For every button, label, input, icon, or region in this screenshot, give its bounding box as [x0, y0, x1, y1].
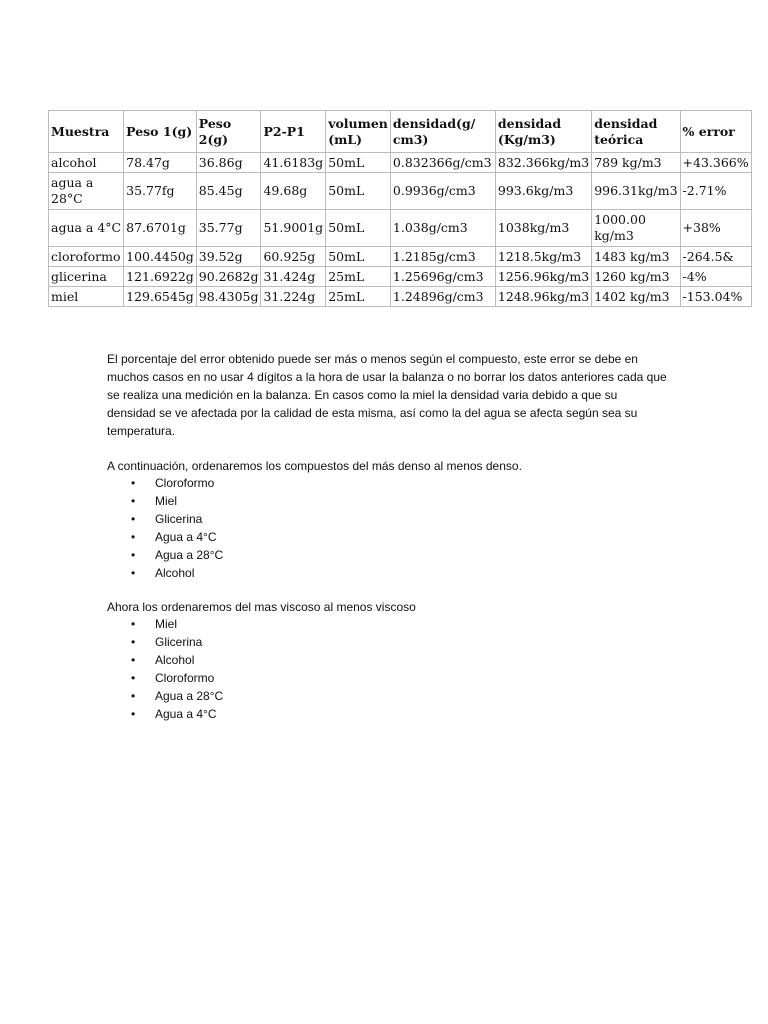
table-cell: 993.6kg/m3 — [495, 173, 591, 210]
list-item-label: Miel — [155, 494, 178, 508]
list-item-label: Glicerina — [155, 635, 203, 649]
table-cell: 50mL — [326, 153, 391, 173]
table-cell: 50mL — [326, 210, 391, 247]
list-item — [131, 651, 223, 669]
table-cell: 1218.5kg/m3 — [495, 247, 591, 267]
table-cell: 25mL — [326, 287, 391, 307]
table-cell: 49.68g — [261, 173, 326, 210]
table-cell: 60.925g — [261, 247, 326, 267]
bullet-icon: • — [131, 494, 136, 508]
table-cell: miel — [49, 287, 124, 307]
table-cell: 1.24896g/cm3 — [390, 287, 495, 307]
table-cell: 51.9001g — [261, 210, 326, 247]
col-header-densidad-gcm3: densidad(g/ cm3) — [390, 111, 495, 153]
table-cell: 1248.96kg/m3 — [495, 287, 591, 307]
table-cell: 1.25696g/cm3 — [390, 267, 495, 287]
list-item — [131, 615, 223, 633]
table-cell: 36.86g — [196, 153, 261, 173]
bullet-icon: • — [131, 653, 136, 667]
list-item-label: Agua a 28°C — [155, 548, 224, 562]
bullet-icon: • — [131, 671, 136, 685]
density-results-table — [48, 110, 752, 307]
bullet-icon: • — [131, 530, 136, 544]
table-cell: 0.9936g/cm3 — [390, 173, 495, 210]
table-cell: glicerina — [49, 267, 124, 287]
table-cell: 78.47g — [124, 153, 197, 173]
table-cell: 50mL — [326, 173, 391, 210]
col-header-muestra: Muestra — [49, 111, 124, 153]
bullet-icon: • — [131, 548, 136, 562]
density-order-list — [131, 474, 223, 582]
table-cell: -4% — [680, 267, 751, 287]
table-cell: 1.2185g/cm3 — [390, 247, 495, 267]
bullet-icon: • — [131, 512, 136, 526]
table-cell: 85.45g — [196, 173, 261, 210]
list-item — [131, 510, 223, 528]
list-item — [131, 669, 223, 687]
list-item — [131, 633, 223, 651]
viscosity-order-list — [131, 615, 223, 723]
table-cell: -2.71% — [680, 173, 751, 210]
bullet-icon: • — [131, 635, 136, 649]
list-item — [131, 492, 223, 510]
table-cell: 35.77g — [196, 210, 261, 247]
table-row — [49, 247, 752, 267]
table-cell: 1402 kg/m3 — [592, 287, 680, 307]
col-header-densidad-kgm3: densidad (Kg/m3) — [495, 111, 591, 153]
list-item — [131, 474, 223, 492]
col-header-volumen: volumen (mL) — [326, 111, 391, 153]
table-row — [49, 153, 752, 173]
list-item-label: Agua a 4°C — [155, 530, 217, 544]
list-item-label: Alcohol — [155, 653, 195, 667]
table-cell: 832.366kg/m3 — [495, 153, 591, 173]
table-cell: 98.4305g — [196, 287, 261, 307]
table-cell: 1483 kg/m3 — [592, 247, 680, 267]
table-cell: 100.4450g — [124, 247, 197, 267]
col-header-peso1: Peso 1(g) — [124, 111, 197, 153]
table-cell: agua a 28°C — [49, 173, 124, 210]
table-row — [49, 267, 752, 287]
list-item — [131, 705, 223, 723]
table-cell: 1.038g/cm3 — [390, 210, 495, 247]
table-cell: 41.6183g — [261, 153, 326, 173]
table-cell: alcohol — [49, 153, 124, 173]
table-cell: -264.5& — [680, 247, 751, 267]
table-cell: 50mL — [326, 247, 391, 267]
table-cell: 87.6701g — [124, 210, 197, 247]
table-header-row — [49, 111, 752, 153]
table-cell: agua a 4°C — [49, 210, 124, 247]
table-cell: +43.366% — [680, 153, 751, 173]
col-header-p2-p1: P2-P1 — [261, 111, 326, 153]
table-cell: 31.224g — [261, 287, 326, 307]
table-cell: 1260 kg/m3 — [592, 267, 680, 287]
col-header-error: % error — [680, 111, 751, 153]
list-item-label: Miel — [155, 617, 178, 631]
col-header-densidad-teorica: densidad teórica — [592, 111, 680, 153]
col-header-peso2: Peso 2(g) — [196, 111, 261, 153]
table-cell: 121.6922g — [124, 267, 197, 287]
list-item-label: Alcohol — [155, 566, 195, 580]
table-cell: 789 kg/m3 — [592, 153, 680, 173]
list-item-label: Cloroformo — [155, 476, 215, 490]
bullet-icon: • — [131, 617, 136, 631]
table-cell: 1256.96kg/m3 — [495, 267, 591, 287]
bullet-icon: • — [131, 566, 136, 580]
table-cell: +38% — [680, 210, 751, 247]
list-item-label: Cloroformo — [155, 671, 215, 685]
table-cell: 129.6545g — [124, 287, 197, 307]
table-cell: 1038kg/m3 — [495, 210, 591, 247]
list-item-label: Agua a 4°C — [155, 707, 217, 721]
table-cell: 0.832366g/cm3 — [390, 153, 495, 173]
table-cell: 35.77fg — [124, 173, 197, 210]
bullet-icon: • — [131, 689, 136, 703]
list-item — [131, 546, 223, 564]
list-item — [131, 564, 223, 582]
table-cell: 31.424g — [261, 267, 326, 287]
bullet-icon: • — [131, 707, 136, 721]
list-item — [131, 528, 223, 546]
table-cell: 1000.00 kg/m3 — [592, 210, 680, 247]
viscosity-order-intro: Ahora los ordenaremos del mas viscoso al menos viscoso — [107, 600, 416, 614]
list-item — [131, 687, 223, 705]
table-row — [49, 287, 752, 307]
table-cell: 996.31kg/m3 — [592, 173, 680, 210]
bullet-icon: • — [131, 476, 136, 490]
table-cell: 25mL — [326, 267, 391, 287]
table-row — [49, 210, 752, 247]
table-cell: -153.04% — [680, 287, 751, 307]
table-cell: 39.52g — [196, 247, 261, 267]
density-order-intro: A continuación, ordenaremos los compuestos del más denso al menos denso. — [107, 459, 522, 473]
table-cell: cloroformo — [49, 247, 124, 267]
table-row — [49, 173, 752, 210]
error-explanation-paragraph: El porcentaje del error obtenido puede ser más o menos según el compuesto, este error se debe en muchos casos en no usar 4 dígitos a la hora de usar la balanza o no borrar los datos anteriores cada que se realiza una medición en la balanza. En casos como la miel la densidad varia debido a que su densidad se ve afectada por la calidad de esta misma, así como la del agua se afecta según sea su temperatura. — [107, 352, 667, 438]
list-item-label: Glicerina — [155, 512, 203, 526]
table-cell: 90.2682g — [196, 267, 261, 287]
list-item-label: Agua a 28°C — [155, 689, 224, 703]
